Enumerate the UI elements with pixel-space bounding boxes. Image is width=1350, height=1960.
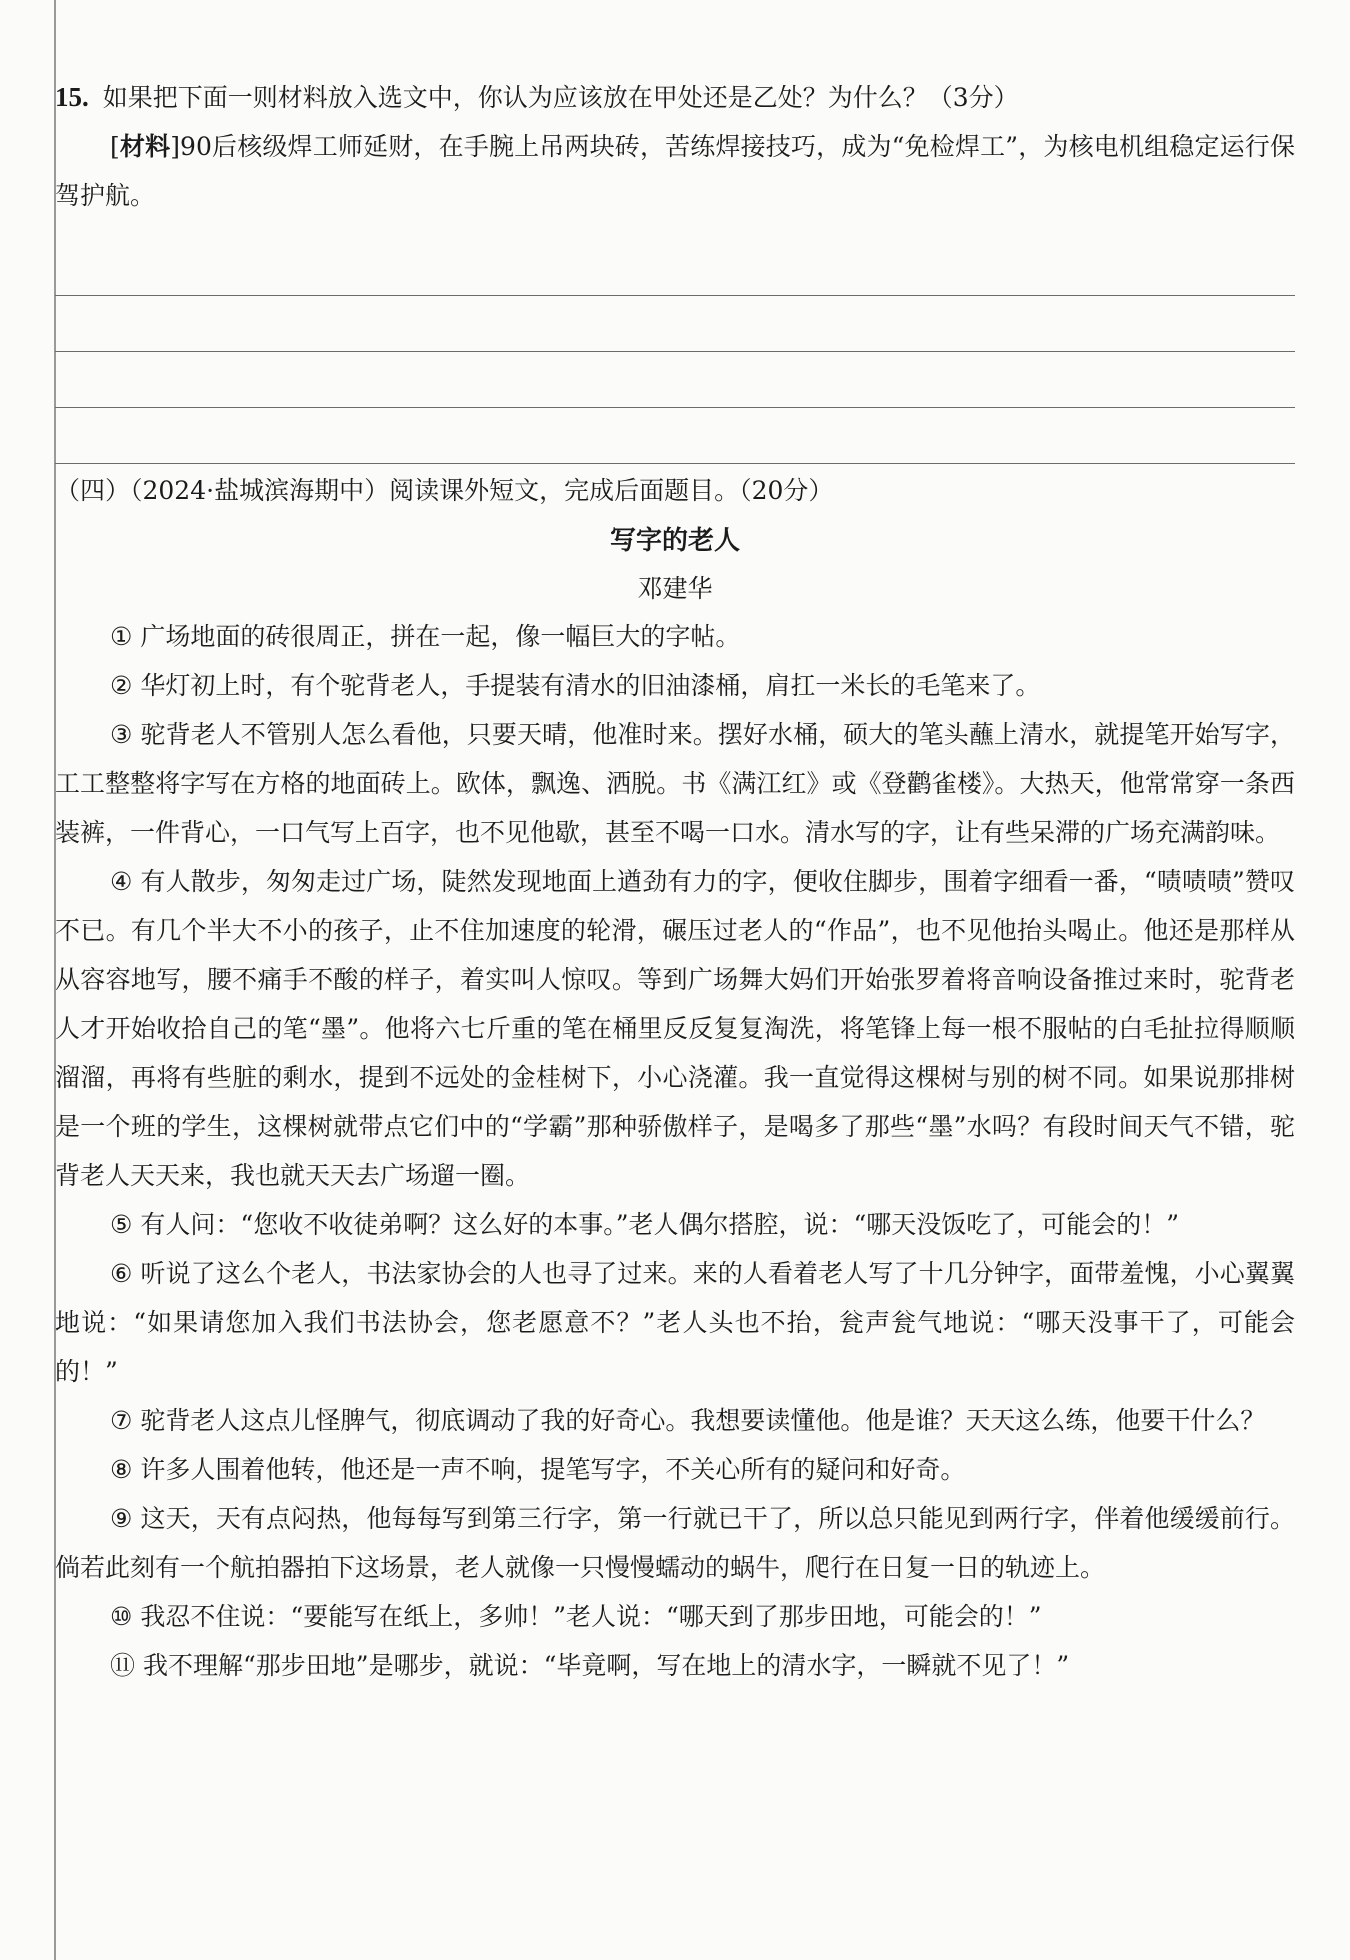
paragraph-text: 有人散步，匆匆走过广场，陡然发现地面上遒劲有力的字，便收住脚步，围着字细看一番，“啧啧啧”赞叹不已。有几个半大不小的孩子，止不住加速度的轮滑，碾压过老人的“作品”，也不见他抬头喝止。他还是那样从从容容地写，腰不痛手不酸的样子，着实叫人惊叹。等到广场舞大妈们开始张罗着将音响设备推过来时，驼背老人才开始收拾自己的笔“墨”。他将六七斤重的笔在桶里反反复复淘洗，将笔锋上每一根不服帖的白毛扯拉得顺顺溜溜，再将有些脏的剩水，提到不远处的金桂树下，小心浇灌。我一直觉得这棵树与别的树不同。如果说那排树是一个班的学生，这棵树就带点它们中的“学霸”那种骄傲样子，是喝多了那些“墨”水吗？有段时间天气不错，驼背老人天天来，我也就天天去广场遛一圈。 (55, 867, 1295, 1190)
article-paragraph-9 (55, 1494, 1295, 1592)
paragraph-text: 驼背老人这点儿怪脾气，彻底调动了我的好奇心。我想要读懂他。他是谁？天天这么练，他要干什么？ (140, 1406, 1266, 1435)
article-paragraph-6 (55, 1249, 1295, 1396)
article-paragraph-3 (55, 710, 1295, 857)
paragraph-number: ⑨ (110, 1504, 133, 1533)
paragraph-number: ⑥ (110, 1259, 133, 1288)
question-number: 15. (55, 82, 89, 112)
material-bracket-open: [ (110, 132, 120, 161)
paragraph-text: 驼背老人不管别人怎么看他，只要天晴，他准时来。摆好水桶，硕大的笔头蘸上清水，就提笔开始写字，工工整整将字写在方格的地面砖上。欧体，飘逸、洒脱。书《满江红》或《登鹳雀楼》。大热天，他常常穿一条西装裤，一件背心，一口气写上百字，也不见他歇，甚至不喝一口水。清水写的字，让有些呆滞的广场充满韵味。 (55, 720, 1295, 847)
answer-area[interactable] (55, 240, 1295, 464)
article-paragraph-11 (55, 1641, 1295, 1690)
answer-line[interactable] (55, 408, 1295, 464)
paragraph-text: 许多人围着他转，他还是一声不响，提笔写字，不关心所有的疑问和好奇。 (140, 1455, 966, 1484)
paragraph-number: ⑧ (110, 1455, 133, 1484)
paragraph-text: 我不理解“那步田地”是哪步，就说：“毕竟啊，写在地上的清水字，一瞬就不见了！” (143, 1651, 1070, 1680)
article-body (55, 612, 1295, 1690)
material-paragraph (55, 122, 1295, 220)
material-bracket-close: ] (170, 132, 181, 161)
material-text: 90后核级焊工师延财，在手腕上吊两块砖，苦练焊接技巧，成为“免检焊工”，为核电机组稳定运行保驾护航。 (55, 132, 1295, 210)
article-title: 写字的老人 (609, 526, 740, 556)
paragraph-number: ② (110, 671, 133, 700)
article-author: 邓建华 (637, 574, 713, 603)
answer-line[interactable] (55, 240, 1295, 296)
article-paragraph-2 (55, 661, 1295, 710)
paragraph-number: ④ (110, 867, 133, 896)
paragraph-number: ⑤ (110, 1210, 133, 1239)
paragraph-text: 有人问：“您收不收徒弟啊？这么好的本事。”老人偶尔搭腔，说：“哪天没饭吃了，可能会的！” (140, 1210, 1180, 1239)
article-paragraph-10 (55, 1592, 1295, 1641)
article-paragraph-8 (55, 1445, 1295, 1494)
article-paragraph-4 (55, 857, 1295, 1200)
paragraph-text: 听说了这么个老人，书法家协会的人也寻了过来。来的人看着老人写了十几分钟字，面带羞愧，小心翼翼地说：“如果请您加入我们书法协会，您老愿意不？”老人头也不抬，瓮声瓮气地说：“哪天没事干了，可能会的！” (55, 1259, 1295, 1386)
material-tag: 材料 (119, 132, 171, 161)
paragraph-text: 我忍不住说：“要能写在纸上，多帅！”老人说：“哪天到了那步田地，可能会的！” (140, 1602, 1042, 1631)
paragraph-number: ⑪ (110, 1651, 136, 1680)
answer-line[interactable] (55, 352, 1295, 408)
paragraph-text: 这天，天有点闷热，他每每写到第三行字，第一行就已干了，所以总只能见到两行字，伴着他缓缓前行。倘若此刻有一个航拍器拍下这场景，老人就像一只慢慢蠕动的蜗牛，爬行在日复一日的轨迹上。 (55, 1504, 1295, 1582)
worksheet-page (55, 72, 1295, 1690)
article-paragraph-5 (55, 1200, 1295, 1249)
paragraph-number: ⑩ (110, 1602, 133, 1631)
paragraph-number: ⑦ (110, 1406, 133, 1435)
section-heading: （四）（2024·盐城滨海期中）阅读课外短文，完成后面题目。（20分） (55, 476, 834, 505)
question-prompt: 如果把下面一则材料放入选文中，你认为应该放在甲处还是乙处？为什么？（3分） (102, 83, 1019, 112)
question-15 (55, 72, 1295, 122)
paragraph-number: ① (110, 622, 133, 651)
article-paragraph-1 (55, 612, 1295, 661)
paragraph-text: 华灯初上时，有个驼背老人，手提装有清水的旧油漆桶，肩扛一米长的毛笔来了。 (140, 671, 1041, 700)
article-paragraph-7 (55, 1396, 1295, 1445)
paragraph-number: ③ (110, 720, 133, 749)
paragraph-text: 广场地面的砖很周正，拼在一起，像一幅巨大的字帖。 (140, 622, 741, 651)
answer-line[interactable] (55, 296, 1295, 352)
